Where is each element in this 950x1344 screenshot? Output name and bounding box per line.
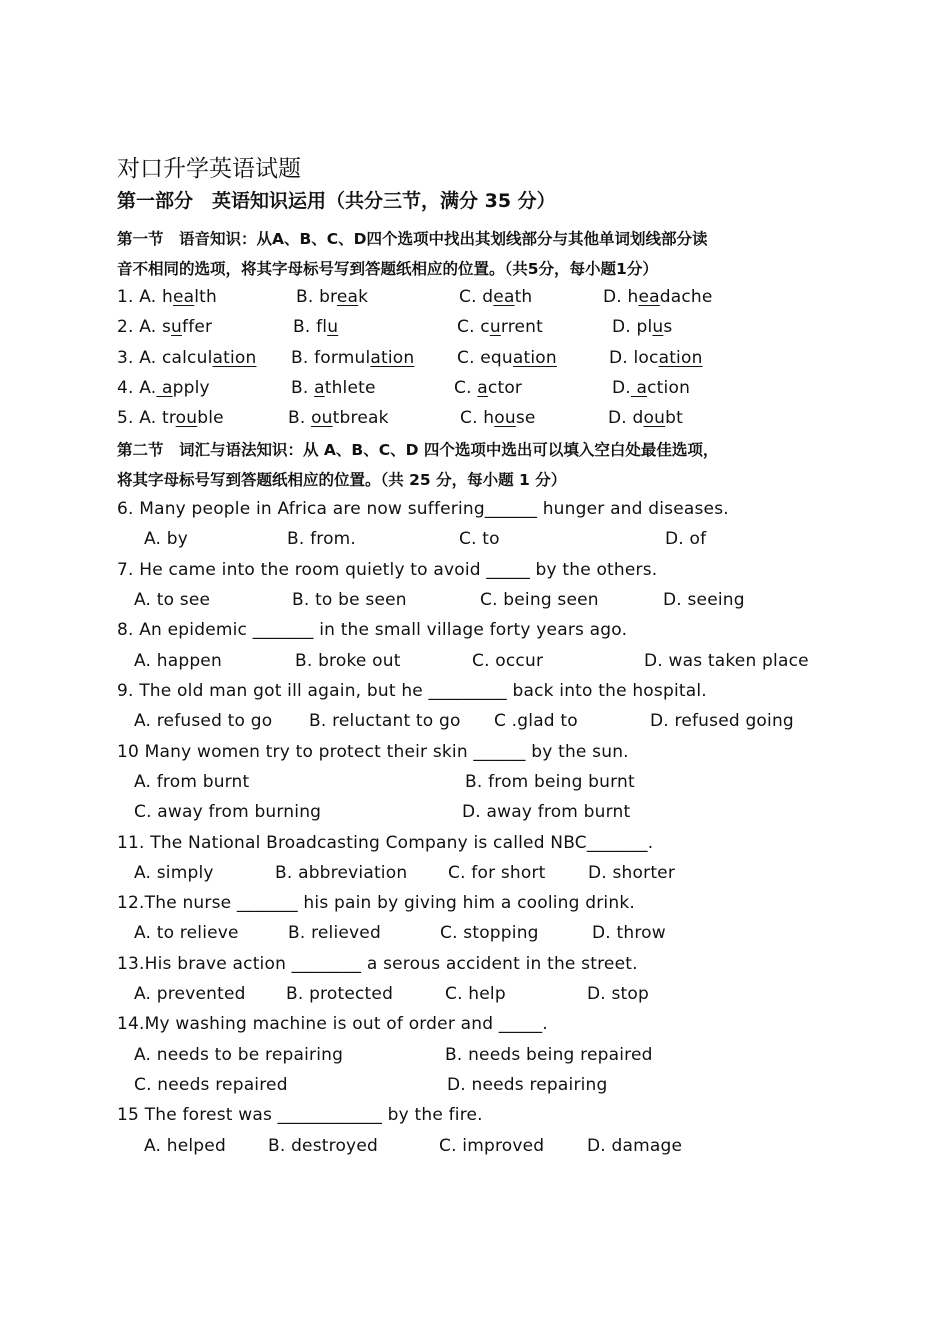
- option-a: A. refused to go: [134, 711, 273, 731]
- option-b: B. protected: [286, 984, 394, 1004]
- option-b: B. abbreviation: [275, 863, 408, 883]
- option-b: B. from being burnt: [465, 772, 635, 792]
- question-stem: 13.His brave action ________ a serous accident in the street.: [117, 954, 638, 974]
- option-b: B. formulation: [291, 348, 415, 368]
- part-one-heading: 第一部分 英语知识运用（共分三节，满分 35 分）: [117, 190, 556, 212]
- question-stem: 12.The nurse _______ his pain by giving him a cooling drink.: [117, 893, 635, 913]
- option-c: C. help: [445, 984, 506, 1004]
- option-c: C. improved: [439, 1136, 545, 1156]
- option-c: C. equation: [457, 348, 557, 368]
- option-b: B. relieved: [288, 923, 381, 943]
- section-one-instruction-line1: 第一节 语音知识：从A、B、C、D四个选项中找出其划线部分与其他单词划线部分读: [117, 230, 708, 248]
- option-a: A. to see: [134, 590, 211, 610]
- option-c: C. to: [459, 529, 500, 549]
- section-two-instruction-line2: 将其字母标号写到答题纸相应的位置。（共 25 分，每小题 1 分）: [117, 471, 567, 489]
- option-d: D. away from burnt: [462, 802, 631, 822]
- option-d: D. shorter: [588, 863, 676, 883]
- option-c: C. needs repaired: [134, 1075, 288, 1095]
- option-d: D. of: [665, 529, 707, 549]
- option-b: B. from.: [287, 529, 357, 549]
- option-b: B. outbreak: [288, 408, 389, 428]
- option-d: D. was taken place: [644, 651, 809, 671]
- option-a: A. needs to be repairing: [134, 1045, 344, 1065]
- option-c: C. occur: [472, 651, 544, 671]
- phonetic-question: 1. A. health: [117, 287, 217, 307]
- option-b: B. needs being repaired: [445, 1045, 653, 1065]
- option-d: D. throw: [592, 923, 666, 943]
- option-c: C .glad to: [494, 711, 578, 731]
- exam-title: 对口升学英语试题: [117, 156, 301, 182]
- option-c: C. stopping: [440, 923, 539, 943]
- phonetic-question: 2. A. suffer: [117, 317, 213, 337]
- option-d: D. damage: [587, 1136, 683, 1156]
- option-a: A. happen: [134, 651, 222, 671]
- option-a: A. from burnt: [134, 772, 250, 792]
- question-stem: 9. The old man got ill again, but he _________ back into the hospital.: [117, 681, 707, 701]
- question-stem: 14.My washing machine is out of order and _____.: [117, 1014, 548, 1034]
- section-one-instruction-line2: 音不相同的选项，将其字母标号写到答题纸相应的位置。（共5分，每小题1分）: [117, 260, 658, 278]
- question-stem: 15 The forest was ____________ by the fire.: [117, 1105, 483, 1125]
- question-stem: 7. He came into the room quietly to avoid _____ by the others.: [117, 560, 658, 580]
- option-d: D. doubt: [608, 408, 683, 428]
- question-stem: 8. An epidemic _______ in the small village forty years ago.: [117, 620, 628, 640]
- option-d: D. location: [609, 348, 703, 368]
- option-b: B. broke out: [295, 651, 401, 671]
- option-d: D. headache: [603, 287, 713, 307]
- option-b: B. flu: [293, 317, 339, 337]
- question-stem: 10 Many women try to protect their skin ______ by the sun.: [117, 742, 629, 762]
- question-stem: 6. Many people in Africa are now suffering______ hunger and diseases.: [117, 499, 729, 519]
- option-c: C. house: [460, 408, 536, 428]
- option-b: B. to be seen: [292, 590, 407, 610]
- option-d: D. stop: [587, 984, 650, 1004]
- question-stem: 11. The National Broadcasting Company is called NBC_______.: [117, 833, 654, 853]
- option-a: A. prevented: [134, 984, 246, 1004]
- phonetic-question: 4. A. apply: [117, 378, 210, 398]
- option-a: A. by: [144, 529, 188, 549]
- option-b: B. athlete: [291, 378, 376, 398]
- option-c: C. being seen: [480, 590, 599, 610]
- option-c: C. away from burning: [134, 802, 322, 822]
- section-two-instruction-line1: 第二节 词汇与语法知识：从 A、B、C、D 四个选项中选出可以填入空白处最佳选项，: [117, 441, 719, 459]
- option-c: C. death: [459, 287, 533, 307]
- phonetic-question: 5. A. trouble: [117, 408, 224, 428]
- option-c: C. current: [457, 317, 544, 337]
- phonetic-question: 3. A. calculation: [117, 348, 257, 368]
- option-b: B. destroyed: [268, 1136, 378, 1156]
- option-d: D. seeing: [663, 590, 745, 610]
- option-d: D. needs repairing: [447, 1075, 608, 1095]
- option-b: B. reluctant to go: [309, 711, 461, 731]
- option-d: D. action: [612, 378, 691, 398]
- option-a: A. simply: [134, 863, 214, 883]
- option-c: C. for short: [448, 863, 546, 883]
- option-a: A. helped: [144, 1136, 226, 1156]
- option-c: C. actor: [454, 378, 523, 398]
- option-b: B. break: [296, 287, 369, 307]
- option-d: D. plus: [612, 317, 673, 337]
- option-a: A. to relieve: [134, 923, 239, 943]
- option-d: D. refused going: [650, 711, 794, 731]
